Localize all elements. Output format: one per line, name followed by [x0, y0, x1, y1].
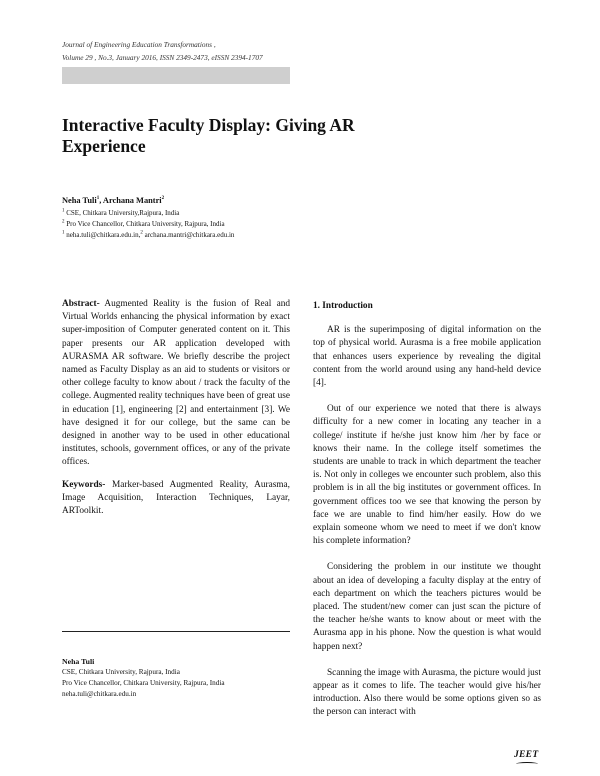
footnote-author: Neha Tuli: [62, 657, 95, 666]
title-line-1: Interactive Faculty Display: Giving AR: [62, 115, 355, 135]
affiliation-1-sup: 1: [62, 208, 65, 214]
journal-name: Journal of Engineering Education Transformations ,: [62, 40, 216, 49]
footnote-line-2: Pro Vice Chancellor, Chitkara University, Rajpura, India: [62, 679, 225, 687]
left-column: [62, 298, 290, 518]
affiliation-2: [62, 219, 234, 230]
affiliation-1-text: CSE, Chitkara University,Rajpura, India: [66, 209, 180, 217]
author-2-sup: 2: [161, 196, 165, 202]
journal-header: [62, 38, 462, 64]
affiliation-2-text: Pro Vice Chancellor, Chitkara University, Rajpura, India: [66, 220, 225, 228]
affiliations: [62, 208, 234, 241]
intro-paragraph-2: Out of our experience we noted that there is always difficulty for a new comer in locating any teacher in a college/ institute if he/she just know him /her by face or knows their name. In the college itself sometimes the students are unable to track in which department the teacher is. Not only in colleges we encounter such problem, also this problem is in all the big institutes or government offices. In government offices too we see that knowing the person by face we are unable to find him/her easily. How do we explain someone whom we need to meet if we don't know his complete information?: [313, 404, 541, 547]
abstract-text: Augmented Reality is the fusion of Real and Virtual Worlds enhancing the physical information by exact super-imposition of Computer generated content on it. This paper presents our AR application developed with AURASMA AR software. We briefly describe the project named as Faculty Display as an aid to students or visitors or other college faculty to know about / track the faculty of the college. Augmented reality techniques have been of great use in education [1], engineering [2] and entertainment [3]. We have designed it for our college, but the same can be designed in another way to be used in other educational institutes, schools, government offices, or any of the private offices.: [62, 299, 290, 468]
journal-issue: Volume 29 , No.3, January 2016, ISSN 2349-2473, eISSN 2394-1707: [62, 53, 263, 62]
title-line-2: Experience: [62, 136, 146, 156]
author-list: [62, 196, 164, 205]
author-1-sup: 1: [96, 196, 100, 202]
intro-paragraph-4: Scanning the image with Aurasma, the picture would just appear as it comes to life. The teacher would give his/her introduction. Also there would be some options given so as the person can interact with: [313, 667, 541, 718]
email-1-sup: 1: [62, 230, 65, 236]
footnote: [62, 656, 225, 700]
keywords-paragraph: [62, 479, 290, 519]
jeet-logo-swoosh: [516, 762, 538, 766]
affiliation-emails: [62, 230, 234, 241]
keywords-label: Keywords-: [62, 479, 106, 490]
email-2: archana.mantri@chitkara.edu.in: [144, 231, 235, 239]
paper-title: [62, 115, 402, 157]
intro-paragraph-1: AR is the superimposing of digital information on the top of physical world. Aurasma is a free mobile application that enhances users experience by revealing the digital content from the world around using any hand-held device [4].: [313, 325, 541, 389]
intro-paragraph-3: Considering the problem in our institute we thought about an idea of developing a faculty display at the entry of each department on which the teachers pictures would be placed. The student/new comer can just scan the picture of the teacher he/she wants to know about or meet with the Aurasma app in his phone. Now the question is what would happen next?: [313, 562, 541, 652]
email-1: neha.tuli@chitkara.edu.in,: [66, 231, 141, 239]
email-2-sup: 2: [140, 230, 143, 236]
abstract-label: Abstract-: [62, 299, 100, 309]
jeet-logo: [514, 750, 538, 760]
keywords-text: Marker-based Augmented Reality, Aurasma, Image Acquisition, Interaction Techniques, Layar, ARToolkit.: [62, 479, 290, 517]
header-gray-bar: [62, 67, 290, 84]
jeet-logo-text: JEET: [514, 750, 539, 760]
author-separator: ,: [99, 196, 103, 205]
footnote-email: neha.tuli@chitkara.edu.in: [62, 690, 137, 698]
abstract-paragraph: [62, 298, 290, 470]
author-2: Archana Mantri: [102, 196, 162, 205]
author-1: Neha Tuli: [62, 196, 97, 205]
section-heading-introduction: 1. Introduction: [313, 301, 373, 311]
affiliation-2-sup: 2: [62, 219, 65, 225]
footnote-line-1: CSE, Chitkara University, Rajpura, India: [62, 668, 180, 676]
footnote-divider: [62, 631, 290, 632]
affiliation-1: [62, 208, 234, 219]
right-column: [313, 298, 541, 733]
